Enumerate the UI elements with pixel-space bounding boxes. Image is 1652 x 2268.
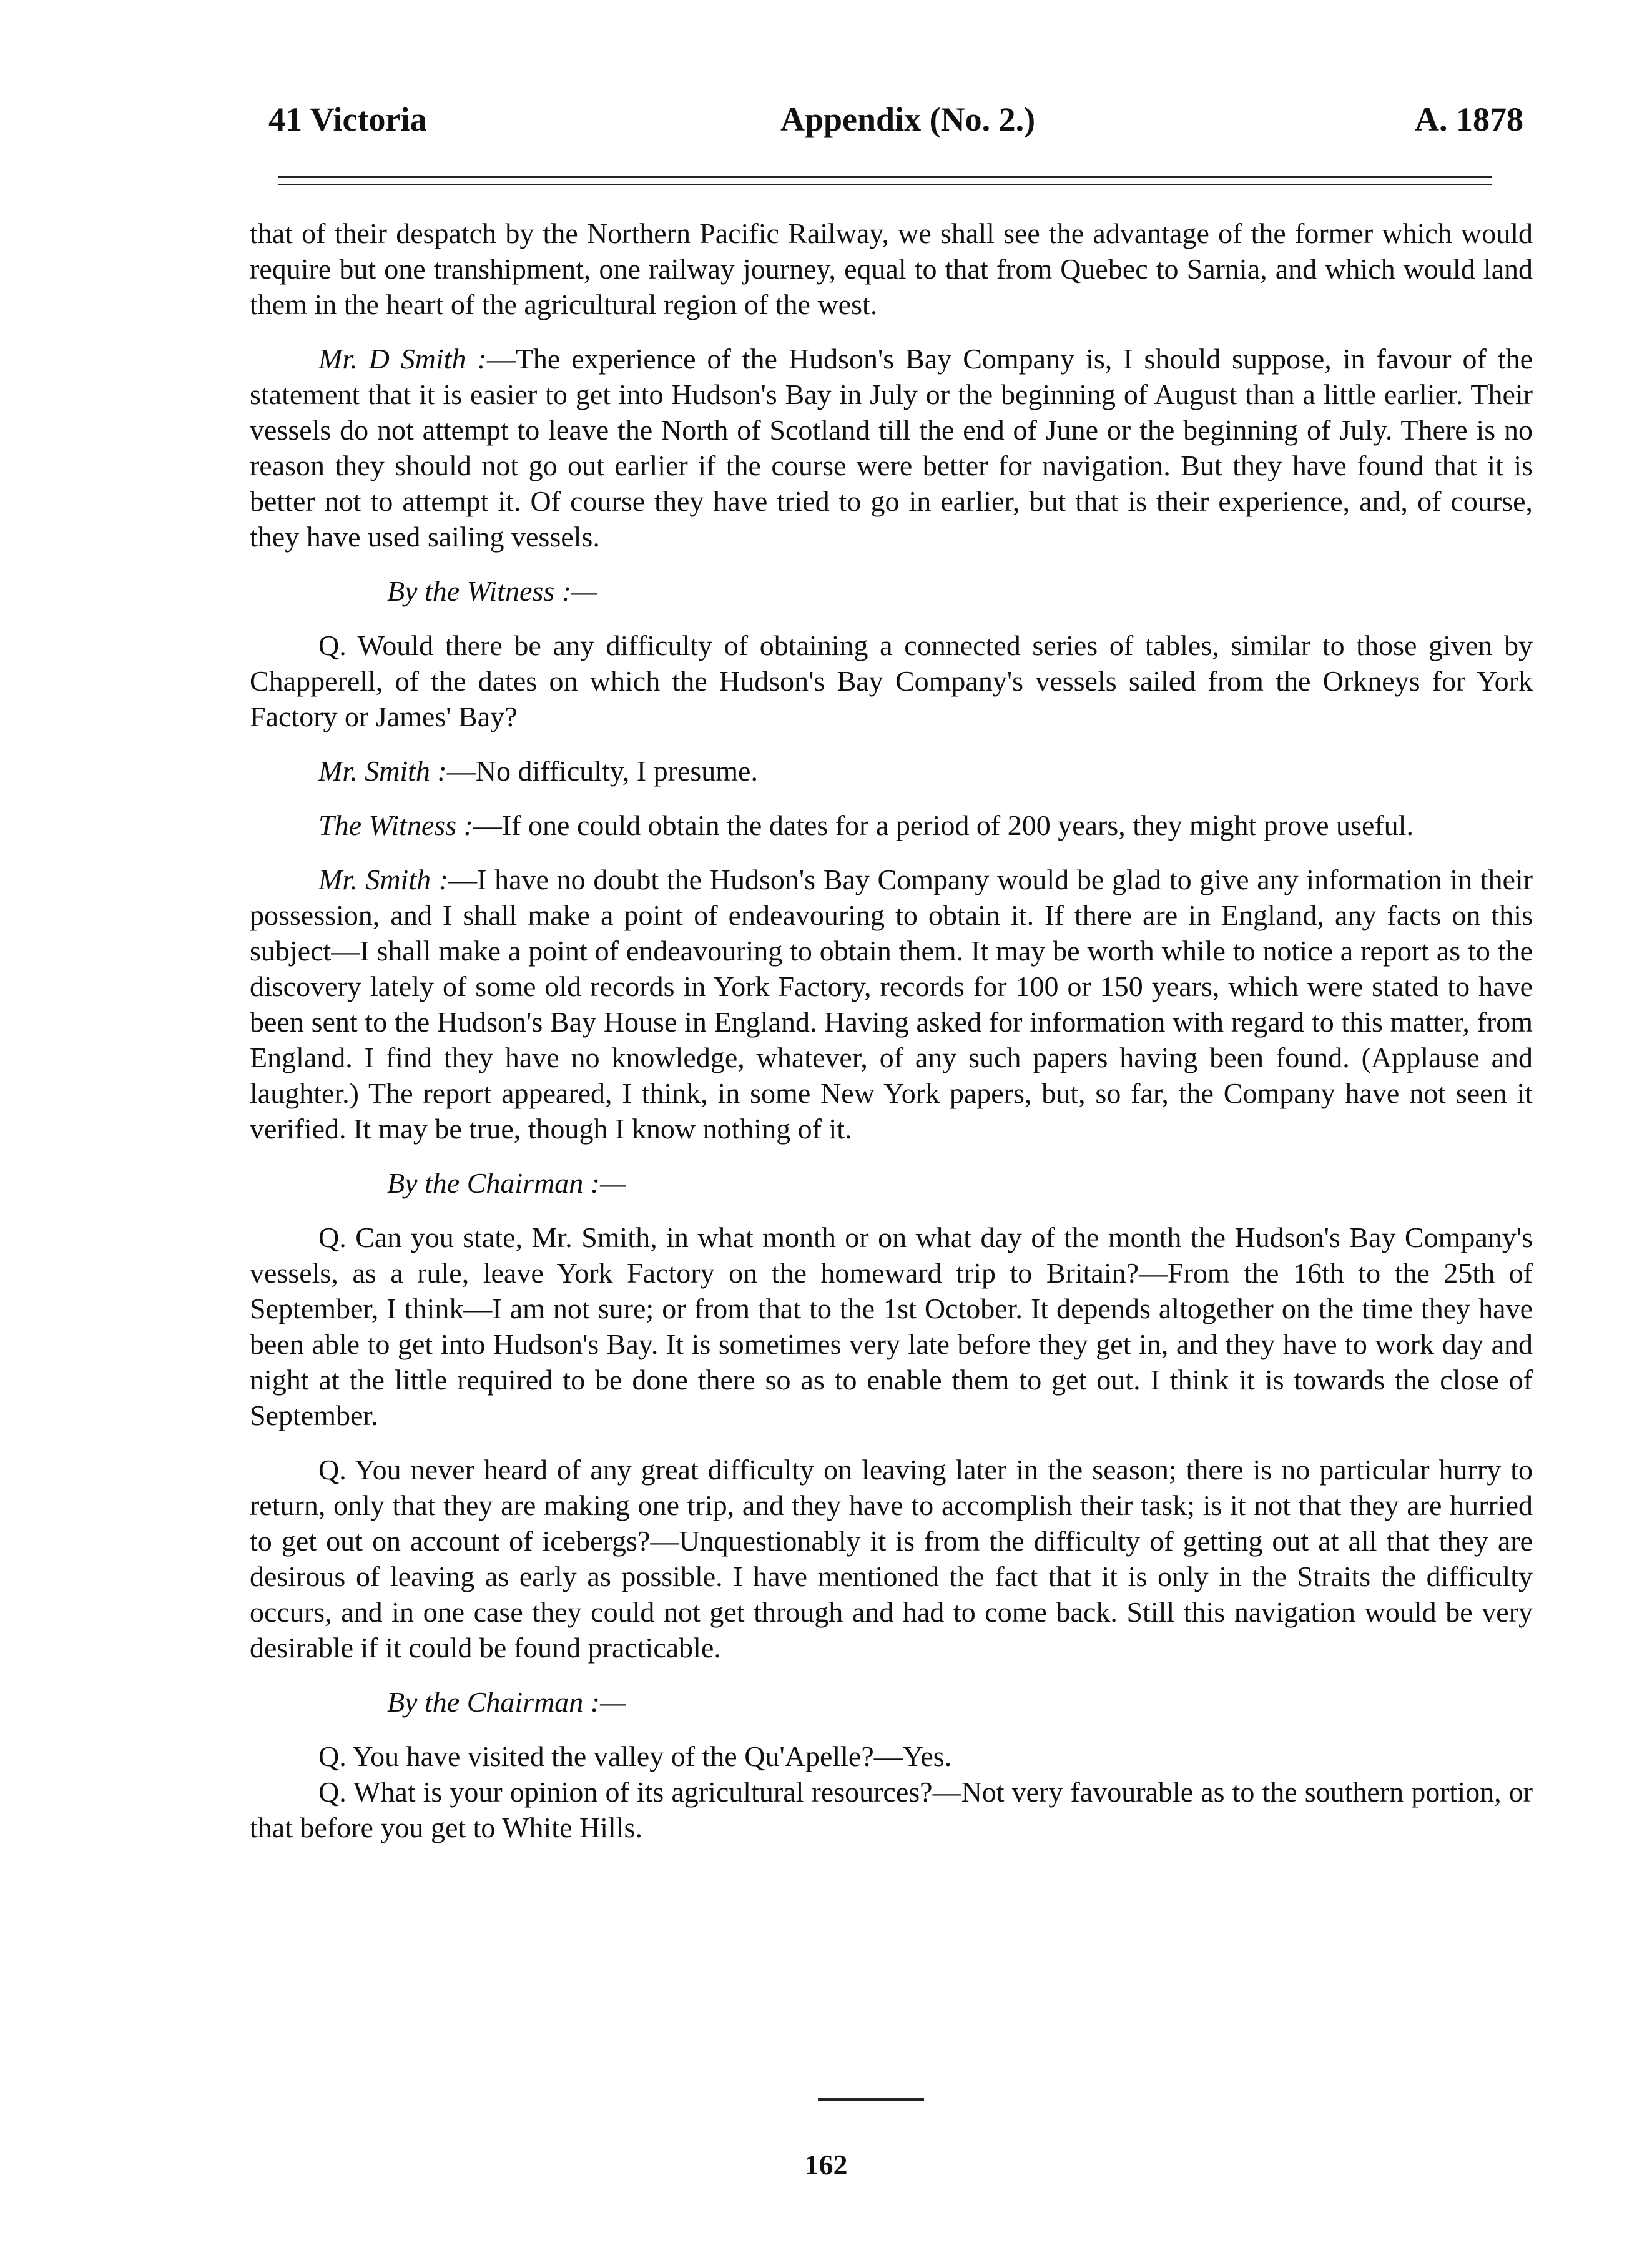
- question-leaving-later: Q. You never heard of any great difficulty on leaving later in the season; there is no particular hurry to return, only that they are making one trip, and they have to accomplish their task; is it not that they are hurried to get out on account of icebergs?—Unquestionably it is from the difficulty of getting out at all that they are desirous of leaving as early as possible. I have mentioned the fact that it is only in the Straits the difficulty occurs, and in one case they could not get through and had to come back. Still this navigation would be very desirable if it could be found practicable.: [250, 1454, 1533, 1664]
- header-session: 41 Victoria: [268, 101, 427, 138]
- section-heading-chairman: By the Chairman :—: [387, 1167, 626, 1199]
- paragraph-witness: [250, 807, 1533, 843]
- header-rule-bottom: [278, 184, 1492, 185]
- speaker-label: Mr. D Smith :: [318, 343, 487, 375]
- paragraph-text: —If one could obtain the dates for a period of 200 years, they might prove useful.: [473, 809, 1414, 841]
- paragraph-text: —I have no doubt the Hudson's Bay Company would be glad to give any information in their possession, and I shall make a point of endeavouring to obtain it. If there are in England, any facts on this subject—I shall make a point of endeavouring to obtain them. It may be worth while to notice a report as to the discovery lately of some old records in York Factory, records for 100 or 150 years, which were stated to have been sent to the Hudson's Bay House in England. Having asked for information with regard to this matter, from England. I find they have no knowledge, whatever, of any such papers having been found. (Applause and laughter.) The report appeared, I think, in some New York papers, but, so far, the Company have not seen it verified. It may be true, though I know nothing of it.: [250, 864, 1533, 1145]
- paragraph-text: —No difficulty, I presume.: [446, 755, 758, 787]
- footer-rule: [818, 2098, 924, 2101]
- page-number: 162: [804, 2149, 848, 2181]
- header-year: A. 1878: [1415, 101, 1523, 138]
- paragraph-smith-long: [250, 862, 1533, 1146]
- speaker-label: The Witness :: [318, 809, 473, 841]
- section-heading-witness: By the Witness :—: [387, 575, 597, 607]
- question-homeward-trip: Q. Can you state, Mr. Smith, in what month or on what day of the month the Hudson's Bay Company's vessels, as a rule, leave York Factory on the homeward trip to Britain?—From the 16th to the 25th of September, I think—I am not sure; or from that to the 1st October. It depends altogether on the time they have been able to get into Hudson's Bay. It is sometimes very late before they get in, and they have to work day and night at the little required to be done there so as to enable them to get out. I think it is towards the close of September.: [250, 1221, 1533, 1431]
- paragraph-continuation: that of their despatch by the Northern Pacific Railway, we shall see the advantage of the former which would require but one transhipment, one railway journey, equal to that from Quebec to Sarnia, and which would land them in the heart of the agricultural region of the west.: [250, 217, 1533, 320]
- question-quappelle: Q. You have visited the valley of the Qu'Apelle?—Yes.: [318, 1740, 952, 1772]
- section-heading-chairman-2: By the Chairman :—: [387, 1686, 626, 1718]
- paragraph-d-smith: [250, 341, 1533, 555]
- question-tables: Q. Would there be any difficulty of obtaining a connected series of tables, similar to those given by Chapperell, of the dates on which the Hudson's Bay Company's vessels sailed from the Orkneys for York Factory or James' Bay?: [250, 629, 1533, 732]
- speaker-label: Mr. Smith :: [318, 864, 449, 895]
- paragraph-smith-reply: [250, 753, 1533, 789]
- question-agricultural: Q. What is your opinion of its agricultural resources?—Not very favourable as to the southern portion, or that before you get to White Hills.: [250, 1776, 1533, 1843]
- running-header: [268, 100, 1523, 150]
- speaker-label: Mr. Smith :: [318, 755, 447, 787]
- header-appendix: Appendix (No. 2.): [780, 101, 1036, 138]
- page-body: [250, 215, 1533, 1864]
- header-rule-top: [278, 176, 1492, 178]
- paragraph-text: —The experience of the Hudson's Bay Company is, I should suppose, in favour of the statement that it is easier to get into Hudson's Bay in July or the beginning of August than a little earlier. Their vessels do not attempt to leave the North of Scotland till the end of June or the beginning of July. There is no reason they should not go out earlier if the course were better for navigation. But they have found that it is better not to attempt it. Of course they have tried to go in earlier, but that is their experience, and, of course, they have used sailing vessels.: [250, 343, 1533, 553]
